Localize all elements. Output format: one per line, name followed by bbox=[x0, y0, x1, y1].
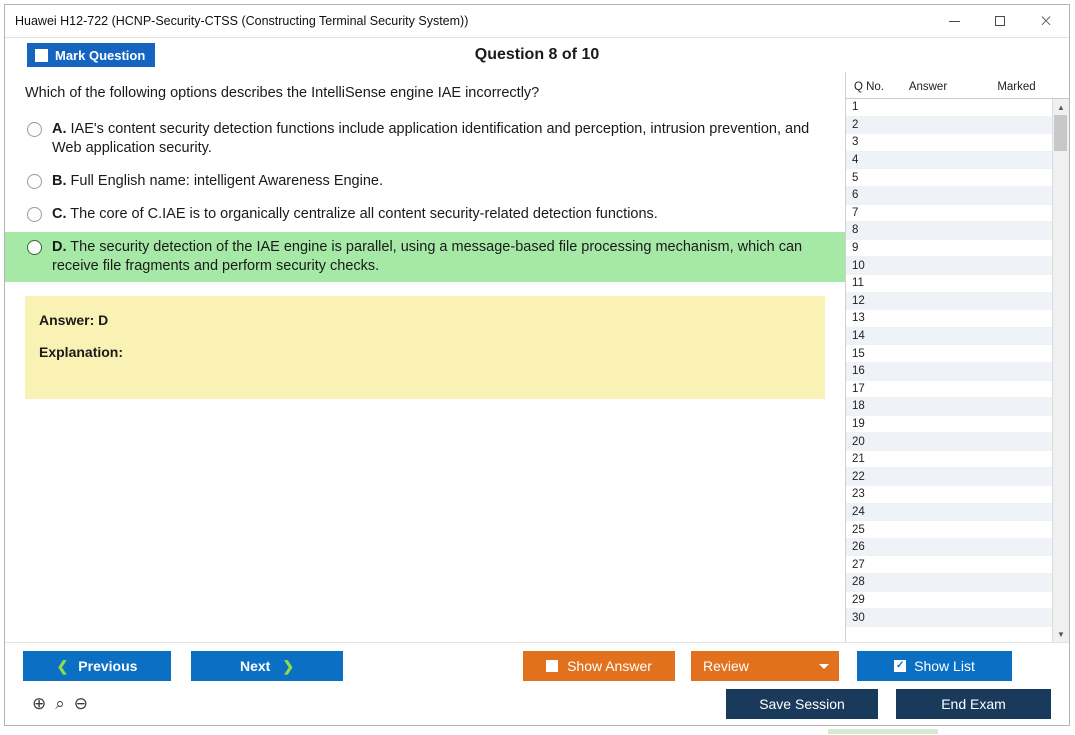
table-row[interactable] bbox=[846, 416, 1052, 434]
show-list-button[interactable] bbox=[857, 651, 1012, 681]
option-a-letter: A. bbox=[52, 120, 67, 137]
answer-text: Answer: D bbox=[39, 312, 109, 329]
chevron-left-icon: ❮ bbox=[56, 657, 69, 674]
answer-panel bbox=[25, 296, 825, 399]
table-row[interactable] bbox=[846, 504, 1052, 522]
cell-qno: 18 bbox=[852, 400, 865, 413]
show-answer-label: Show Answer bbox=[567, 658, 652, 674]
cell-qno: 5 bbox=[852, 171, 859, 184]
exam-window bbox=[4, 4, 1070, 726]
table-row[interactable] bbox=[846, 152, 1052, 170]
cell-qno: 19 bbox=[852, 417, 865, 430]
zoom-out-icon[interactable]: ⊖ bbox=[73, 693, 89, 714]
question-list-header bbox=[846, 72, 1069, 99]
option-c-body: The core of C.IAE is to organically centralize all content security-related detection functions. bbox=[70, 205, 658, 222]
cell-qno: 12 bbox=[852, 294, 865, 307]
table-row[interactable] bbox=[846, 134, 1052, 152]
scroll-down-icon[interactable]: ▼ bbox=[1057, 629, 1065, 639]
option-b-body: Full English name: intelligent Awareness Engine. bbox=[70, 172, 384, 189]
chevron-down-icon bbox=[819, 664, 829, 669]
table-row[interactable] bbox=[846, 398, 1052, 416]
cell-qno: 23 bbox=[852, 488, 865, 501]
option-b[interactable] bbox=[5, 166, 845, 197]
zoom-tools bbox=[23, 693, 89, 714]
cell-qno: 26 bbox=[852, 541, 865, 554]
table-row[interactable] bbox=[846, 169, 1052, 187]
cell-qno: 21 bbox=[852, 453, 865, 466]
cell-qno: 8 bbox=[852, 224, 859, 237]
exam-body bbox=[5, 72, 1069, 642]
table-row[interactable] bbox=[846, 187, 1052, 205]
table-row[interactable] bbox=[846, 609, 1052, 627]
option-a-text bbox=[52, 120, 825, 158]
review-label: Review bbox=[703, 658, 749, 674]
bottom-toolbar bbox=[5, 642, 1069, 725]
close-button[interactable] bbox=[1023, 5, 1069, 37]
table-row[interactable] bbox=[846, 451, 1052, 469]
explanation-text: Explanation: bbox=[39, 344, 124, 361]
table-row[interactable] bbox=[846, 592, 1052, 610]
question-list-scrollbar[interactable] bbox=[1052, 99, 1069, 642]
question-list-scrollwrap bbox=[846, 99, 1069, 642]
table-row[interactable] bbox=[846, 486, 1052, 504]
cell-qno: 10 bbox=[852, 259, 865, 272]
option-d-letter: D. bbox=[52, 239, 67, 256]
mark-question-label: Mark Question bbox=[55, 47, 146, 63]
table-row[interactable] bbox=[846, 363, 1052, 381]
mark-question-button[interactable] bbox=[27, 43, 155, 67]
cell-qno: 1 bbox=[852, 101, 859, 114]
table-row[interactable] bbox=[846, 381, 1052, 399]
question-list-rows bbox=[846, 99, 1052, 642]
review-dropdown-button[interactable] bbox=[691, 651, 839, 681]
question-header bbox=[5, 38, 1069, 72]
option-c-text bbox=[52, 205, 825, 224]
cell-qno: 22 bbox=[852, 470, 865, 483]
option-b-letter: B. bbox=[52, 172, 67, 189]
cell-qno: 11 bbox=[852, 277, 864, 290]
cell-qno: 16 bbox=[852, 365, 865, 378]
question-list-pane bbox=[845, 72, 1069, 642]
session-row bbox=[23, 689, 1051, 719]
maximize-icon bbox=[995, 16, 1005, 26]
maximize-button[interactable] bbox=[977, 5, 1023, 37]
scroll-track[interactable] bbox=[1053, 115, 1069, 626]
option-d[interactable] bbox=[5, 232, 845, 282]
status-strip bbox=[828, 729, 938, 734]
table-row[interactable] bbox=[846, 117, 1052, 135]
question-counter: Question 8 of 10 bbox=[474, 46, 600, 63]
cell-qno: 6 bbox=[852, 189, 859, 202]
cell-qno: 4 bbox=[852, 154, 859, 167]
table-row[interactable] bbox=[846, 240, 1052, 258]
option-c-letter: C. bbox=[52, 205, 67, 222]
chevron-right-icon: ❯ bbox=[282, 657, 295, 674]
cell-qno: 13 bbox=[852, 312, 865, 325]
scroll-up-icon[interactable]: ▲ bbox=[1057, 102, 1065, 112]
column-header-marked: Marked bbox=[997, 81, 1036, 93]
cell-qno: 25 bbox=[852, 523, 865, 536]
show-answer-checkbox-icon bbox=[546, 660, 558, 672]
cell-qno: 17 bbox=[852, 382, 865, 395]
save-session-button[interactable] bbox=[726, 689, 878, 719]
table-row[interactable] bbox=[846, 468, 1052, 486]
cell-qno: 15 bbox=[852, 347, 865, 360]
column-header-qno: Q No. bbox=[853, 81, 885, 93]
table-row[interactable] bbox=[846, 310, 1052, 328]
table-row[interactable] bbox=[846, 539, 1052, 557]
table-row[interactable] bbox=[846, 556, 1052, 574]
window-controls bbox=[931, 5, 1069, 37]
radio-icon-a[interactable] bbox=[27, 122, 42, 137]
show-answer-button[interactable] bbox=[523, 651, 675, 681]
radio-icon-c[interactable] bbox=[27, 207, 42, 222]
cell-qno: 2 bbox=[852, 118, 859, 131]
minimize-icon bbox=[949, 21, 960, 22]
cell-qno: 7 bbox=[852, 206, 859, 219]
next-label: Next bbox=[239, 658, 271, 674]
next-button[interactable] bbox=[191, 651, 343, 681]
table-row[interactable] bbox=[846, 433, 1052, 451]
previous-button[interactable] bbox=[23, 651, 171, 681]
save-session-label: Save Session bbox=[759, 696, 845, 712]
cell-qno: 29 bbox=[852, 593, 865, 606]
zoom-reset-icon[interactable]: ⌕ bbox=[55, 693, 65, 714]
table-row[interactable] bbox=[846, 521, 1052, 539]
scroll-thumb[interactable] bbox=[1054, 115, 1067, 151]
window-title: Huawei H12-722 (HCNP-Security-CTSS (Constructing Terminal Security System)) bbox=[15, 14, 469, 28]
column-header-answer: Answer bbox=[908, 81, 948, 93]
table-row[interactable] bbox=[846, 275, 1052, 293]
close-icon: × bbox=[1038, 10, 1054, 31]
table-row[interactable] bbox=[846, 345, 1052, 363]
cell-qno: 30 bbox=[852, 611, 865, 624]
option-a-body: IAE's content security detection functions include application identification and perception, intrusion prevention, and Web application security. bbox=[52, 120, 810, 156]
zoom-in-icon[interactable]: ⊕ bbox=[32, 693, 47, 714]
navigation-row bbox=[23, 651, 1051, 681]
radio-icon-b[interactable] bbox=[27, 174, 42, 189]
previous-label: Previous bbox=[78, 658, 138, 674]
table-row[interactable] bbox=[846, 574, 1052, 592]
option-a[interactable] bbox=[5, 114, 845, 164]
option-c[interactable] bbox=[5, 199, 845, 230]
option-d-text bbox=[52, 238, 825, 276]
mark-question-checkbox-icon bbox=[35, 49, 48, 62]
table-row[interactable] bbox=[846, 293, 1052, 311]
cell-qno: 9 bbox=[852, 242, 859, 255]
cell-qno: 28 bbox=[852, 576, 865, 589]
cell-qno: 24 bbox=[852, 505, 865, 518]
cell-qno: 3 bbox=[852, 136, 859, 149]
question-stem: Which of the following options describes the IntelliSense engine IAE incorrectly? bbox=[25, 85, 540, 101]
table-row[interactable] bbox=[846, 328, 1052, 346]
show-list-label: Show List bbox=[914, 658, 975, 674]
window-titlebar bbox=[5, 5, 1069, 38]
end-exam-label: End Exam bbox=[941, 696, 1006, 712]
radio-icon-d[interactable] bbox=[27, 240, 42, 255]
option-d-body: The security detection of the IAE engine is parallel, using a message-based file processing mechanism, which can receive file fragments and perform security checks. bbox=[52, 239, 803, 275]
table-row[interactable] bbox=[846, 222, 1052, 240]
option-b-text bbox=[52, 172, 825, 191]
table-row[interactable] bbox=[846, 205, 1052, 223]
show-list-checkbox-icon: ✓ bbox=[895, 660, 905, 671]
cell-qno: 14 bbox=[852, 330, 865, 343]
cell-qno: 27 bbox=[852, 558, 865, 571]
cell-qno: 20 bbox=[852, 435, 865, 448]
end-exam-button[interactable] bbox=[896, 689, 1051, 719]
table-row[interactable] bbox=[846, 257, 1052, 275]
table-row[interactable] bbox=[846, 99, 1052, 117]
options-list bbox=[5, 108, 845, 283]
question-pane bbox=[5, 72, 845, 642]
minimize-button[interactable] bbox=[931, 5, 977, 37]
